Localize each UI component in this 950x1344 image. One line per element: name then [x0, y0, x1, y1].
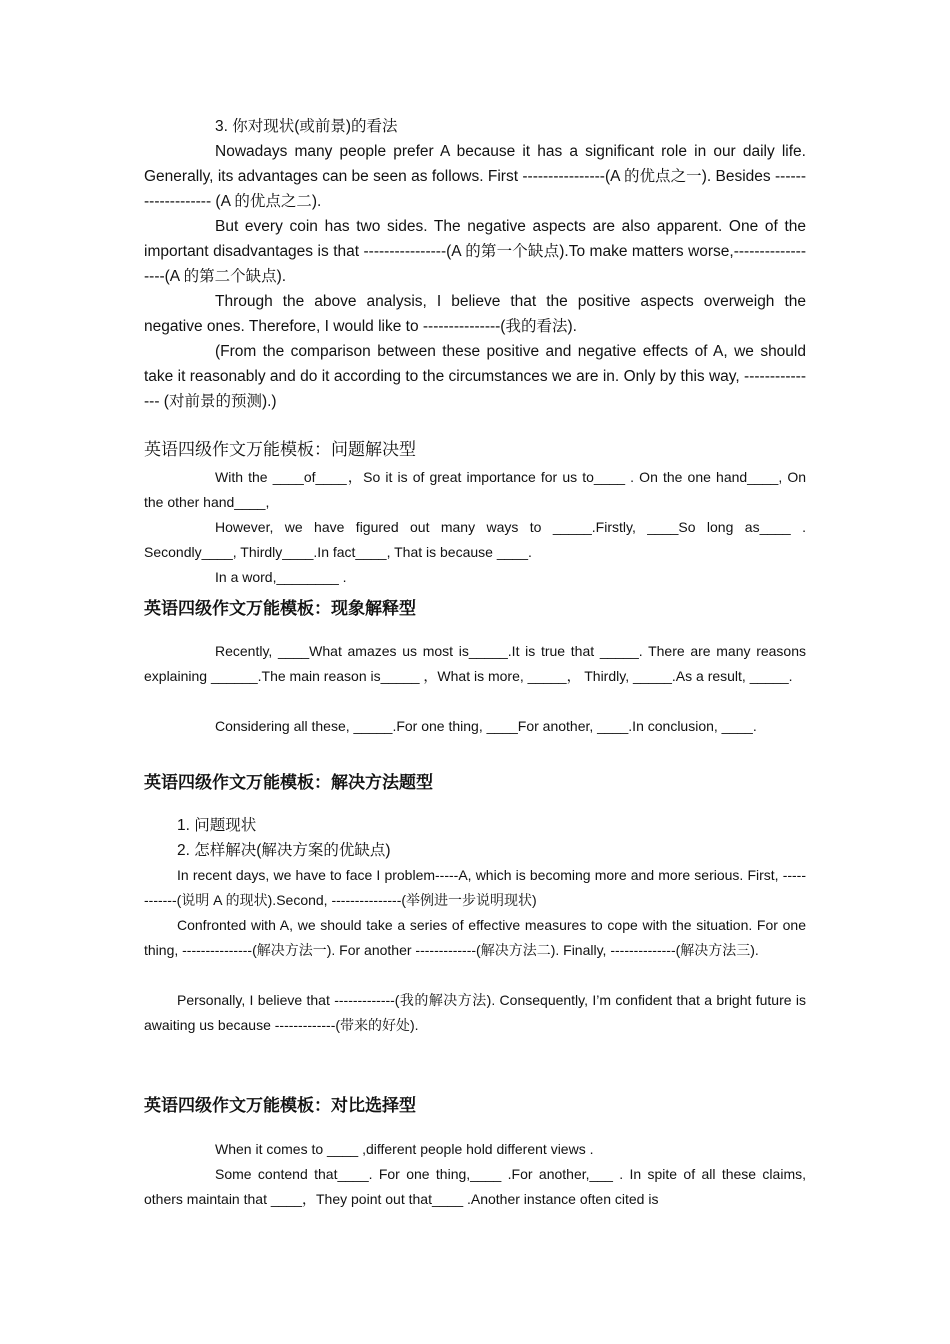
heading-problem-solution: 英语四级作文万能模板：问题解决型: [144, 440, 416, 460]
paragraph-advantages: Nowadays many people prefer A because it has a significant role in our daily life. Generally, its advantages can be seen as follows. First ----------------(A 的优点之一). Besides ------------------- (A 的优点之二).: [144, 143, 806, 210]
paragraph-current-situation: In recent days, we have to face I problem-----A, which is becoming more and more serious. First, ------------(说明 A 的现状).Second, ---------------(举例进一步说明现状): [144, 867, 806, 908]
paragraph-comparison-intro: When it comes to ____ ,different people hold different views .: [215, 1141, 594, 1157]
paragraph-prospect: (From the comparison between these positive and negative effects of A, we should take it reasonably and do it according to the circumstances we are in. Only by this way, --------------- (对前景的预测).): [144, 343, 806, 410]
list-item-2: 2. 怎样解决(解决方案的优缺点): [177, 842, 391, 859]
paragraph-phenomenon-reasons: Recently, ____What amazes us most is_____.It is true that _____. There are many reasons explaining ______.The main reason is_____ ，What is more, _____， Thirdly, _____.As a result, _____.: [144, 643, 806, 684]
paragraph-measures: Confronted with A, we should take a series of effective measures to cope with the situation. For one thing, ---------------(解决方法一). For another -------------(解决方法二). Finally, --------------(解决方法三).: [144, 917, 806, 958]
heading-comparison-choice: 英语四级作文万能模板：对比选择型: [144, 1096, 416, 1116]
paragraph-phenomenon-conclusion: Considering all these, _____.For one thing, ____For another, ____.In conclusion, ____.: [215, 718, 757, 734]
heading-phenomenon-explanation: 英语四级作文万能模板：现象解释型: [144, 599, 416, 619]
paragraph-problem-conclusion: In a word,________ .: [215, 569, 347, 585]
list-item-1: 1. 问题现状: [177, 817, 257, 834]
paragraph-opinion: Through the above analysis, I believe that the positive aspects overweigh the negative ones. Therefore, I would like to ---------------(我的看法).: [144, 293, 806, 335]
paragraph-disadvantages: But every coin has two sides. The negative aspects are also apparent. One of the important disadvantages is that ----------------(A 的第一个缺点).To make matters worse,------------------(A 的第二个缺点).: [144, 218, 806, 285]
list-item-3: 3. 你对现状(或前景)的看法: [215, 118, 398, 135]
paragraph-personal-solution: Personally, I believe that -------------(我的解决方法). Consequently, I’m confident that a bright future is awaiting us because -------------(带来的好处).: [144, 992, 806, 1033]
paragraph-problem-intro: With the ____of____，So it is of great importance for us to____ . On the one hand____, On the other hand____,: [144, 469, 806, 510]
heading-solution-methods: 英语四级作文万能模板：解决方法题型: [144, 773, 433, 793]
paragraph-problem-ways: However, we have figured out many ways to _____.Firstly, ____So long as____ . Secondly____, Thirdly____.In fact____, That is because ____.: [144, 519, 806, 560]
paragraph-comparison-views: Some contend that____. For one thing,____ .For another,___ . In spite of all these claims, others maintain that ____，They point out that____ .Another instance often cited is: [144, 1166, 806, 1207]
